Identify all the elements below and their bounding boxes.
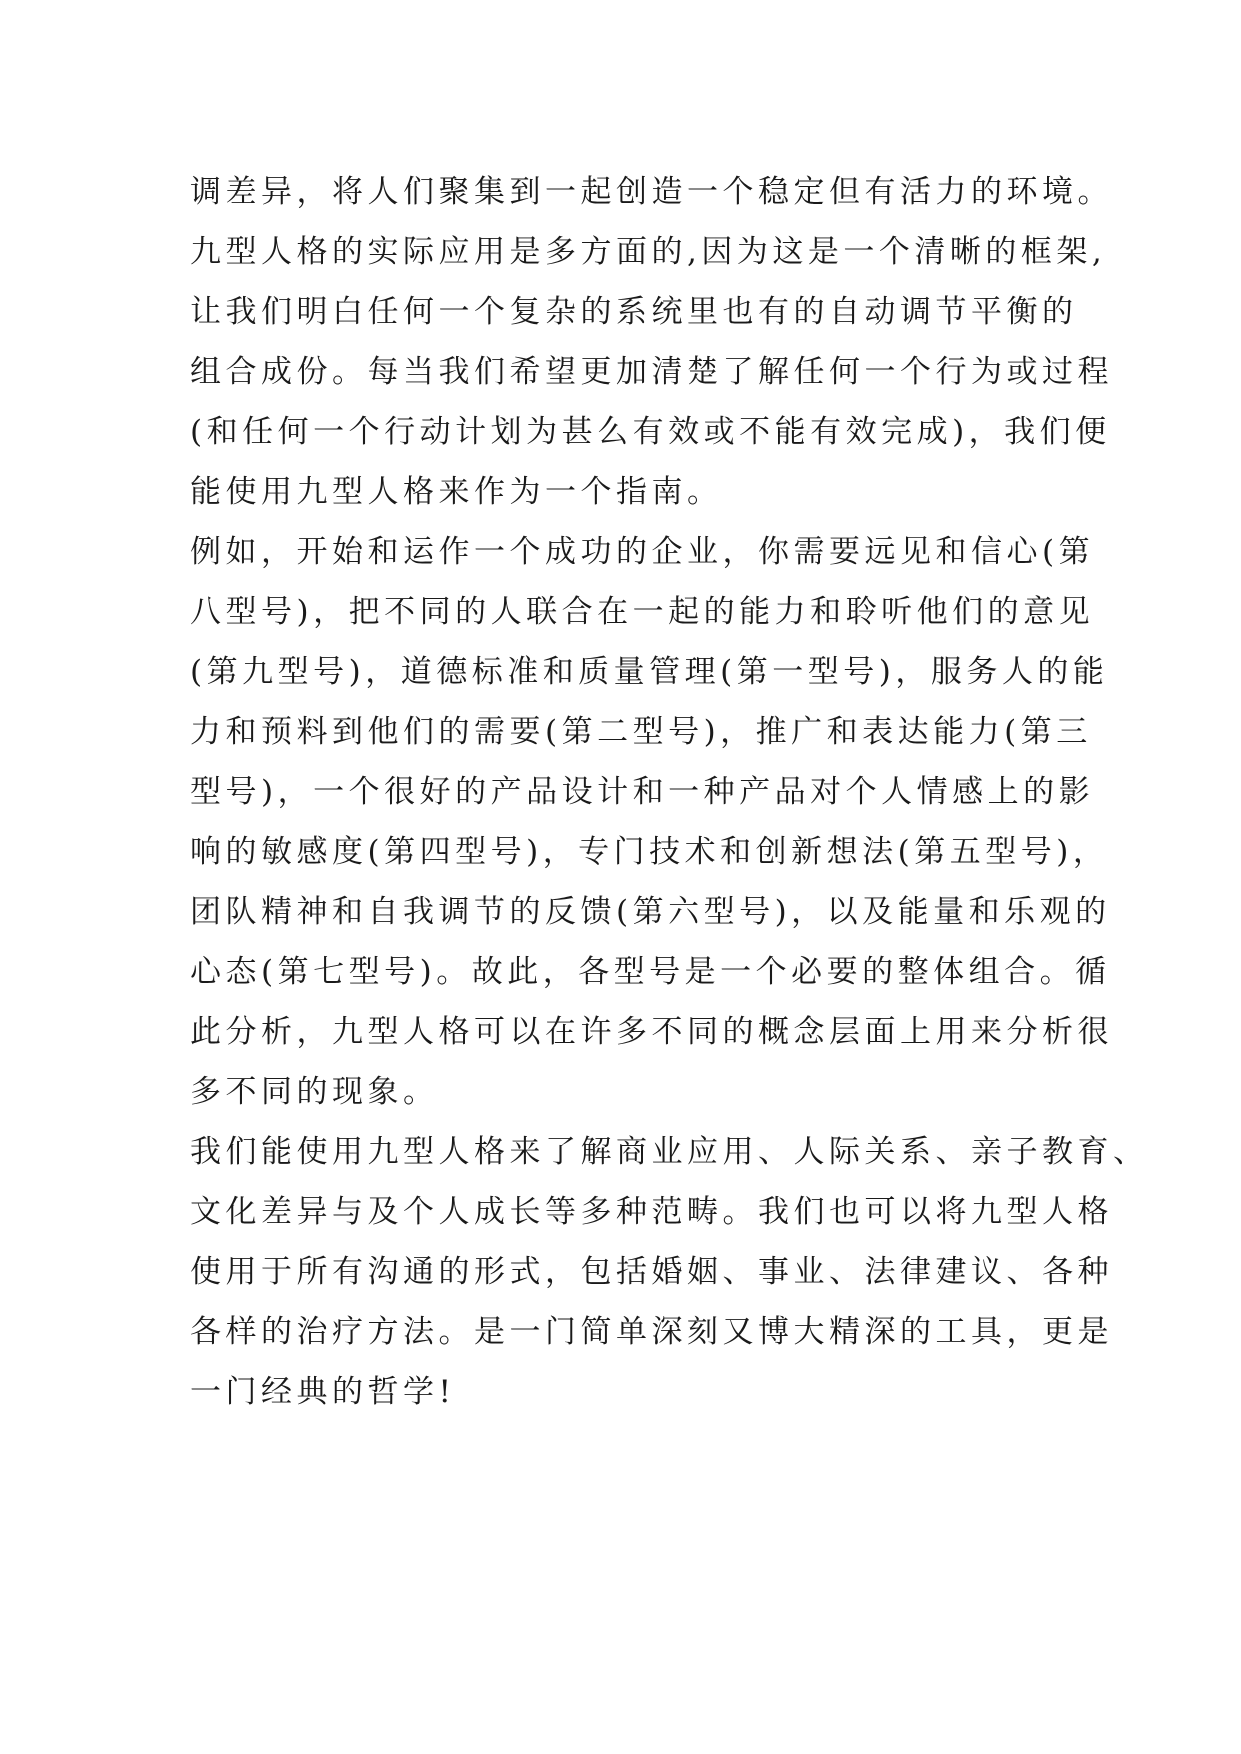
text-line: 心态(第七型号)。故此，各型号是一个必要的整体组合。循 (190, 954, 1111, 990)
text-line: 各样的治疗方法。是一门简单深刻又博大精深的工具，更是 (190, 1314, 1113, 1350)
text-line: 团队精神和自我调节的反馈(第六型号)，以及能量和乐观的 (190, 894, 1111, 930)
text-line: 力和预料到他们的需要(第二型号)，推广和表达能力(第三 (190, 714, 1092, 750)
text-line: 一门经典的哲学! (190, 1374, 456, 1410)
text-line: 多不同的现象。 (190, 1074, 439, 1110)
text-line: 组合成份。每当我们希望更加清楚了解任何一个行为或过程 (190, 354, 1113, 390)
body-text (190, 162, 1190, 1422)
text-line: 例如，开始和运作一个成功的企业，你需要远见和信心(第 (190, 534, 1095, 570)
text-line: 能使用九型人格来作为一个指南。 (190, 474, 723, 510)
text-line: 让我们明白任何一个复杂的系统里也有的自动调节平衡的 (190, 294, 1078, 330)
text-line: (和任何一个行动计划为甚么有效或不能有效完成)，我们便 (190, 414, 1111, 450)
text-line: 九型人格的实际应用是多方面的,因为这是一个清晰的框架, (190, 234, 1107, 270)
text-line: 响的敏感度(第四型号)，专门技术和创新想法(第五型号)， (190, 834, 1109, 870)
text-line: 文化差异与及个人成长等多种范畴。我们也可以将九型人格 (190, 1194, 1113, 1230)
text-line: 我们能使用九型人格来了解商业应用、人际关系、亲子教育、 (190, 1134, 1149, 1170)
text-line: 八型号)，把不同的人联合在一起的能力和聆听他们的意见 (190, 594, 1095, 630)
text-line: 型号)，一个很好的产品设计和一种产品对个人情感上的影 (190, 774, 1095, 810)
text-line: 使用于所有沟通的形式，包括婚姻、事业、法律建议、各种 (190, 1254, 1113, 1290)
text-line: (第九型号)，道德标准和质量管理(第一型号)，服务人的能 (190, 654, 1109, 690)
text-line: 此分析，九型人格可以在许多不同的概念层面上用来分析很 (190, 1014, 1113, 1050)
text-line: 调差异，将人们聚集到一起创造一个稳定但有活力的环境。 (190, 174, 1113, 210)
